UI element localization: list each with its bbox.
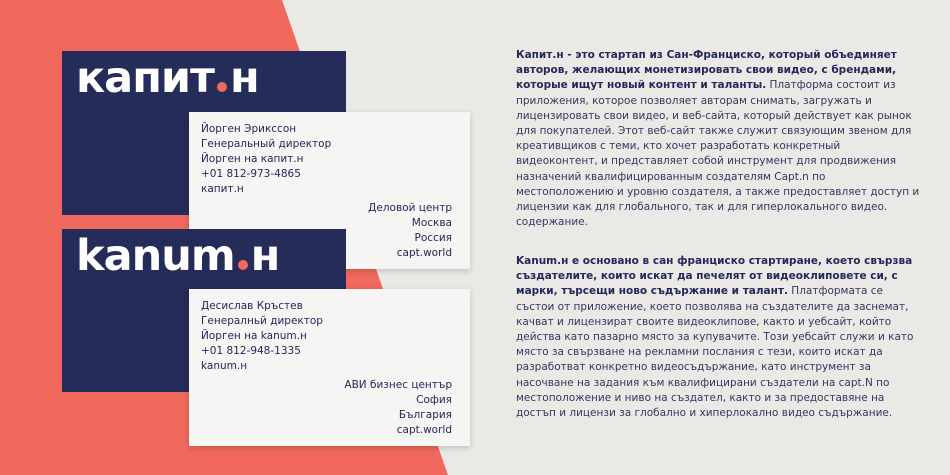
contact-title: Генералньй директор <box>201 315 323 327</box>
paragraph-russian <box>516 48 920 230</box>
address-city: София <box>416 394 452 406</box>
contact-block <box>201 299 323 374</box>
address-city: Москва <box>411 217 452 229</box>
contact-title: Генеральный директор <box>201 138 332 150</box>
address-block <box>344 378 452 438</box>
address-website: capt.world <box>396 247 452 259</box>
contact-phone: +01 812-973-4865 <box>201 168 301 180</box>
logo-text-right: н <box>229 53 259 103</box>
business-card-back-bg <box>189 289 470 446</box>
contact-name: Десислав Кръстев <box>201 300 303 312</box>
paragraph-lead: Kanum.н е основано в сан франциско стартиране, което свързва създателите, които искат да печелят от видеоклиповете си, с марки, търсещи ново съдържание и талант. <box>516 255 913 298</box>
contact-name: Йорген Эрикссон <box>201 123 297 135</box>
address-block <box>368 201 452 261</box>
logo-kapitn <box>76 55 259 102</box>
address-country: Россия <box>414 232 452 244</box>
contact-phone: +01 812-948-1335 <box>201 345 301 357</box>
contact-brand: капит.н <box>201 183 244 195</box>
paragraph-body: Платформа состоит из приложения, которое позволяет авторам снимать, загружать и лицензировать свои видео, и веб-сайта, который действует как рынок для покупателей. Этот веб-сайт также служит связующим звеном для креативщиков с теми, кто хочет разработать конкретный видеоконтент, и представляет собой инструмент для продвижения назначений квалифицированным создателям Capt.n по местоположению и уровню создателя, а также предоставляет доступ и лицензии как для глобального, так и для гиперлокального видео. содержание. <box>516 79 920 229</box>
logo-text-right: н <box>250 231 280 281</box>
logo-dot-icon <box>238 260 248 270</box>
logo-dot-icon <box>217 82 227 92</box>
contact-company: Йорген на kanum.н <box>201 330 307 342</box>
address-line: Деловой центр <box>368 202 452 214</box>
logo-text-left: kanum <box>76 231 235 281</box>
paragraph-bulgarian <box>516 254 920 421</box>
logo-kanumn <box>76 233 279 280</box>
address-website: capt.world <box>396 424 452 436</box>
logo-text-left: капит <box>76 53 214 103</box>
paragraph-body: Платформата се състои от приложение, което позволява на създателите да заснемат, качват и лицензират своите видеоклипове, както и уебсайт, който действа като пазарно място за купувачите. Този уебсайт служи и като място за свързване на рекламни послания с тези, които искат да разработват конкретно видеосъдържание, като инструмент за насочване на задания към квалифицирани създатели на capt.N по местоположение и ниво на създател, както и за предоставяне на достъп и лицензи за глобално и хиперлокално видео съдържание. <box>516 285 914 420</box>
address-line: АВИ бизнес център <box>344 379 452 391</box>
address-country: България <box>398 409 452 421</box>
contact-brand: kanum.н <box>201 360 248 372</box>
contact-block <box>201 122 331 197</box>
contact-company: Йорген на капит.н <box>201 153 304 165</box>
paragraph-lead: Капит.н - это стартап из Сан-Франциско, который объединяет авторов, желающих монетизировать свои видео, с брендами, которые ищут новый контент и таланты. <box>516 49 897 92</box>
